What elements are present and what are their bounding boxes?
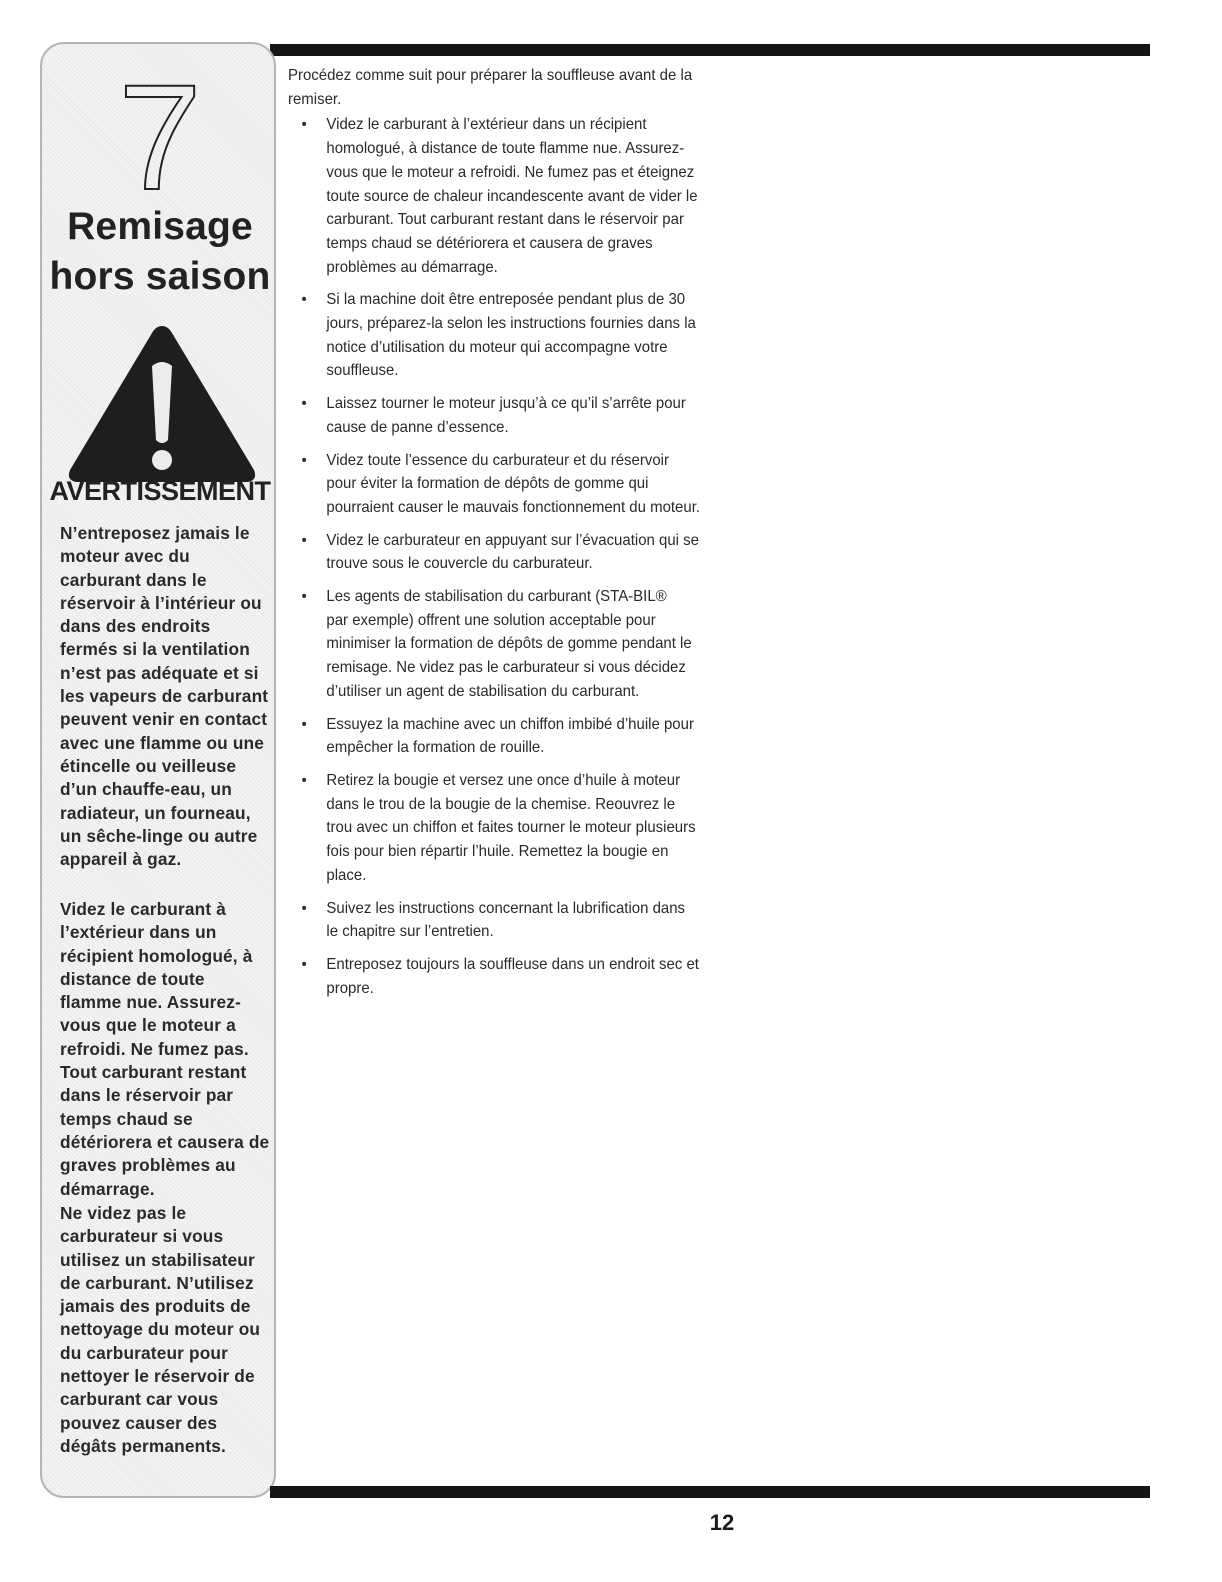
storage-steps-list: [288, 113, 701, 1000]
chapter-title-line-2: hors saison: [49, 255, 271, 298]
bullet: •: [301, 715, 307, 733]
chapter-title-line-1: Remisage: [67, 205, 253, 248]
storage-instructions: [288, 64, 701, 1009]
bottom-rule: [270, 1486, 1150, 1498]
bullet: •: [301, 899, 307, 917]
chapter-title: [42, 202, 276, 302]
step-text: Videz le carburateur en appuyant sur l’évacuation qui se trouve sous le couvercle du carburateur.: [326, 531, 699, 573]
list-item: [288, 585, 701, 704]
step-text: Si la machine doit être entreposée pendant plus de 30 jours, préparez-la selon les instructions fournies dans la notice d’utilisation du moteur qui accompagne votre souffleuse.: [326, 291, 696, 380]
warning-paragraph-1: N’entreposez jamais le moteur avec du carburant dans le réservoir à l’intérieur ou dans des endroits fermés si la ventilation n’est pas adéquate et si les vapeurs de carburant peuvent venir en contact avec une flamme ou une étincelle ou veilleuse d’un chauffe-eau, un radiateur, un fourneau, un sêche-linge ou autre appareil à gaz.: [60, 523, 269, 870]
warning-paragraph-2: Videz le carburant à l’extérieur dans un récipient homologué, à distance de toute flamme nue. Assurez-vous que le moteur a refroidi. Ne fumez pas. Tout carburant restant dans le réservoir par temps chaud se détériorera et causera de graves problèmes au démarrage.: [60, 899, 270, 1199]
bullet: •: [301, 451, 307, 469]
list-item: [288, 769, 701, 888]
step-text-continuation: par exemple) offrent une solution acceptable pour minimiser la formation de dépôts de gomme pendant le remisage. Ne videz pas le carburateur si vous décidez d’utiliser un agent de stabilisation du carburant.: [326, 611, 692, 700]
bullet: •: [301, 291, 307, 309]
step-text: Essuyez la machine avec un chiffon imbibé d’huile pour empêcher la formation de rouille.: [326, 715, 694, 757]
intro-paragraph: Procédez comme suit pour préparer la souffleuse avant de la remiser.: [288, 67, 693, 108]
list-item: [288, 953, 701, 1000]
warning-sidebar: [40, 42, 276, 1498]
list-item: [288, 113, 701, 279]
list-item: [288, 529, 701, 576]
page-number: 12: [709, 1510, 735, 1535]
step-text: Laissez tourner le moteur jusqu’à ce qu’il s’arrête pour cause de panne d’essence.: [326, 395, 686, 436]
step-text: Videz le carburant à l’extérieur dans un récipient homologué, à distance de toute flamme nue. Assurez-vous que le moteur a refroidi. Ne fumez pas et éteignez toute source de chaleur incandescente avant de vider le carburant. Tout carburant restant dans le réservoir par temps chaud se détériorera et causera de graves problèmes au démarrage.: [326, 116, 698, 276]
step-text: Entreposez toujours la souffleuse dans un endroit sec et propre.: [326, 955, 699, 997]
top-rule: [270, 44, 1150, 56]
step-text: Videz toute l’essence du carburateur et du réservoir pour éviter la formation de dépôts de gomme qui pourraient causer le mauvais fonctionnement du moteur.: [326, 451, 701, 516]
list-item: [288, 713, 701, 760]
chapter-number: 7: [118, 53, 202, 221]
list-item: [288, 897, 701, 944]
step-text: Retirez la bougie et versez une once d’huile à moteur dans le trou de la bougie de la chemise. Reouvrez le trou avec un chiffon et faites tourner le moteur plusieurs fois pour bien répartir l’huile. Remettez la bougie en place.: [326, 771, 696, 884]
bullet: •: [301, 955, 307, 973]
bullet: •: [301, 588, 307, 606]
bullet: •: [301, 116, 307, 134]
step-text: Suivez les instructions concernant la lubrification dans le chapitre sur l’entretien.: [326, 899, 686, 941]
warning-paragraph-3: Ne videz pas le carburateur si vous utilisez un stabilisateur de carburant. N’utilisez jamais des produits de nettoyage du moteur ou du carburateur pour nettoyer le réservoir de carburant car vous pouvez causer des dégâts permanents.: [60, 1203, 261, 1456]
warning-heading: AVERTISSEMENT: [49, 476, 271, 506]
bullet: •: [301, 531, 307, 549]
bullet: •: [301, 395, 307, 413]
warning-triangle-icon: [64, 318, 260, 490]
bullet: •: [301, 771, 307, 789]
list-item: [288, 392, 701, 439]
list-item: [288, 288, 701, 383]
step-text: Les agents de stabilisation du carburant (STA-BIL®: [326, 588, 667, 606]
list-item: [288, 449, 701, 520]
